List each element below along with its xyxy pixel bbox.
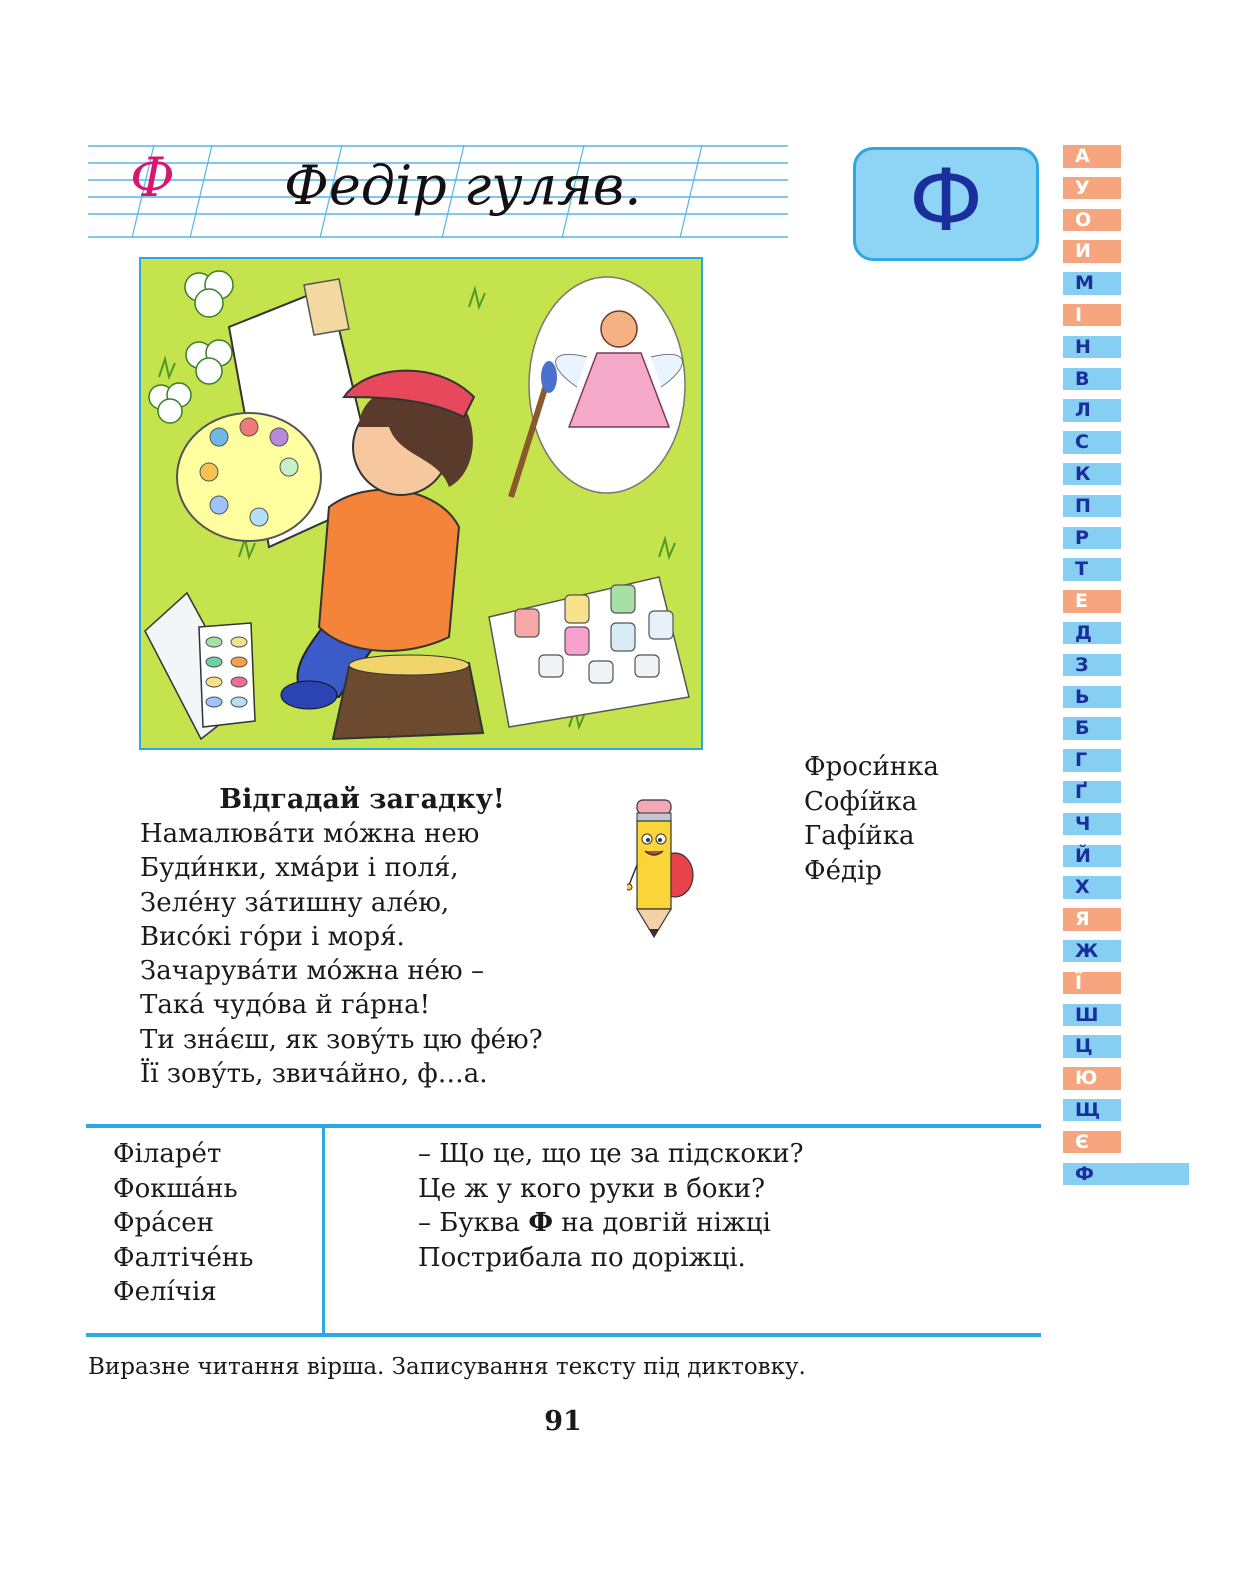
- alphabet-bar: [1063, 145, 1123, 1194]
- poem-text: – Буква: [418, 1208, 529, 1238]
- box-bottom-rule: [86, 1333, 1041, 1337]
- surname-item: Фелі́чія: [113, 1277, 217, 1307]
- letter-tile-glyph: Ф: [908, 151, 984, 251]
- alphabet-letter: І: [1063, 304, 1121, 327]
- alphabet-letter: Г: [1063, 749, 1121, 772]
- alphabet-letter: С: [1063, 431, 1121, 454]
- riddle-poem: [140, 817, 543, 1091]
- riddle-line: Буди́нки, хма́ри і поля́,: [140, 853, 459, 884]
- riddle-line: Зачарува́ти мо́жна не́ю –: [140, 956, 484, 987]
- poem-line: Пострибала по доріжці.: [418, 1242, 746, 1273]
- letter-poem: [418, 1137, 804, 1275]
- alphabet-letter: Р: [1063, 527, 1121, 550]
- alphabet-letter: К: [1063, 463, 1121, 486]
- alphabet-letter: У: [1063, 177, 1121, 200]
- surname-item: Фра́сен: [113, 1208, 215, 1238]
- poem-line: – Що це, що це за підскоки?: [418, 1139, 804, 1169]
- alphabet-letter: Ю: [1063, 1067, 1121, 1090]
- alphabet-letter: Д: [1063, 622, 1121, 645]
- name-item: Гафі́йка: [804, 821, 915, 851]
- alphabet-letter: Ш: [1063, 1004, 1121, 1027]
- alphabet-letter: Ї: [1063, 972, 1121, 995]
- surname-item: Фалтіче́нь: [113, 1242, 254, 1273]
- poem-text: на довгій ніжці: [553, 1208, 771, 1238]
- alphabet-letter: Е: [1063, 590, 1121, 613]
- riddle-title: Відгадай загадку!: [219, 784, 505, 815]
- script-phrase: Федір гуляв.: [284, 154, 642, 217]
- riddle-line: Висо́кі го́ри і моря́.: [140, 921, 405, 952]
- letter-tile: [853, 147, 1039, 261]
- poem-line: [418, 1206, 804, 1241]
- alphabet-letter: Х: [1063, 876, 1121, 899]
- alphabet-letter: Л: [1063, 399, 1121, 422]
- surnames-list: [113, 1137, 253, 1310]
- alphabet-letter: З: [1063, 654, 1121, 677]
- alphabet-letter: Б: [1063, 717, 1121, 740]
- surname-item: Філаре́т: [113, 1139, 222, 1169]
- footnote: Виразне читання вірша. Записування тексту під диктовку.: [88, 1354, 806, 1380]
- poem-bold-letter: Ф: [528, 1208, 553, 1238]
- alphabet-letter: Ґ: [1063, 781, 1121, 804]
- painting-illustration: [139, 257, 703, 750]
- alphabet-letter: Ц: [1063, 1035, 1121, 1058]
- box-divider: [322, 1128, 325, 1334]
- alphabet-letter: Н: [1063, 336, 1121, 359]
- pencil-mascot-icon: [627, 795, 697, 940]
- box-top-rule: [86, 1124, 1041, 1128]
- riddle-line: Її зову́ть, звича́йно, ф…а.: [140, 1059, 488, 1090]
- surname-item: Фокша́нь: [113, 1173, 238, 1204]
- alphabet-letter: Щ: [1063, 1099, 1121, 1122]
- alphabet-letter: В: [1063, 368, 1121, 391]
- alphabet-letter: Й: [1063, 845, 1121, 868]
- alphabet-letter: Ж: [1063, 940, 1121, 963]
- alphabet-letter: О: [1063, 209, 1121, 232]
- alphabet-letter: Т: [1063, 558, 1121, 581]
- alphabet-letter: М: [1063, 272, 1121, 295]
- alphabet-letter: Ч: [1063, 813, 1121, 836]
- name-item: Фроси́нка: [804, 752, 939, 782]
- name-item: Софі́йка: [804, 786, 918, 817]
- handwriting-strip: [88, 140, 788, 242]
- script-capital: Ф: [130, 146, 175, 209]
- riddle-line: Ти зна́єш, як зову́ть цю фе́ю?: [140, 1024, 543, 1055]
- names-list: [804, 750, 939, 888]
- riddle-line: Зеле́ну за́тишну але́ю,: [140, 887, 450, 918]
- riddle-line: Намалюва́ти мо́жна нею: [140, 819, 480, 849]
- riddle-line: Така́ чудо́ва й га́рна!: [140, 990, 431, 1021]
- poem-line: Це ж у кого руки в боки?: [418, 1173, 766, 1204]
- alphabet-letter: Є: [1063, 1131, 1121, 1154]
- alphabet-letter: П: [1063, 495, 1121, 518]
- alphabet-letter: А: [1063, 145, 1121, 168]
- page-number: 91: [544, 1406, 582, 1437]
- alphabet-letter: Я: [1063, 908, 1121, 931]
- name-item: Фе́дір: [804, 855, 882, 886]
- alphabet-letter: Ь: [1063, 686, 1121, 709]
- alphabet-letter: Ф: [1063, 1163, 1189, 1186]
- alphabet-letter: И: [1063, 240, 1121, 263]
